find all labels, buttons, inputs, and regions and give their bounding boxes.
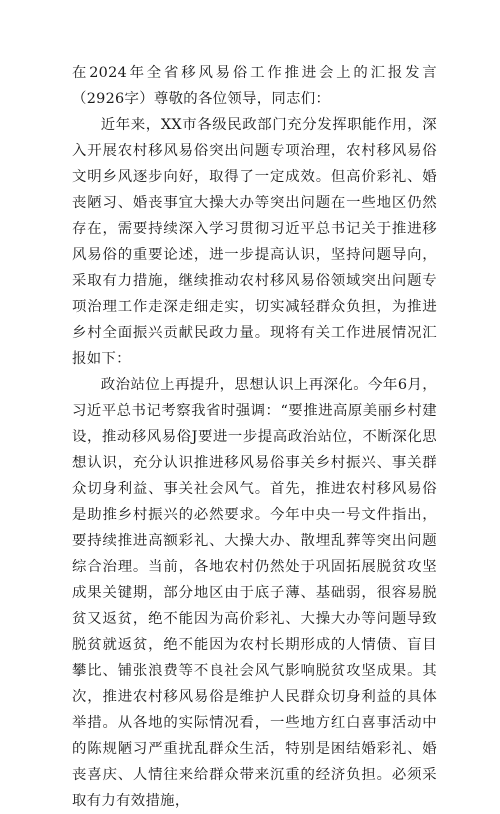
paragraph-2: 政治站位上再提升，思想认识上再深化。今年6月，习近平总书记考察我省时强调：“要推进高原美丽乡村建设，推动移风易俗J要进一步提高政治站位，不断深化思想认识，充分认识推进移风易俗事关乡村振兴、事关群众切身利益、事关社会风气。首先，推进农村移风易俗是助推乡村振兴的必然要求。今年中央一号文件指出，要持续推进高额彩礼、大操大办、散埋乱葬等突出问题综合治理。当前，各地农村仍然处于巩固拓展脱贫攻坚成果关键期，部分地区由于底子薄、基础弱，很容易脱贫又返贫，绝不能因为高价彩礼、大操大办等问题导致脱贫就返贫，绝不能因为农村长期形成的人情债、盲目攀比、铺张浪费等不良社会风气影响脱贫攻坚成果。其次，推进农村移风易俗是维护人民群众切身利益的具体举措。从各地的实际情况看，一些地方红白喜事活动中的陈规陋习严重扰乱群众生活，特别是困结婚彩礼、婚丧喜庆、人情往来给群众带来沉重的经济负担。必须采取有力有效措施，: [72, 377, 437, 809]
paragraph-1: 近年来，XX市各级民政部门充分发挥职能作用，深入开展农村移风易俗突出问题专项治理，农村移风易俗文明乡风逐步向好，取得了一定成效。但高价彩礼、婚丧陋习、婚丧事宜大操大办等突出问题在一些地区仍然存在，需要持续深入学习贯彻习近平总书记关于推进移风易俗的重要论述，进一步提高认识，坚持问题导向，采取有力措施，继续推动农村移风易俗领域突出问题专项治理工作走深走细走实，切实减轻群众负担，为推进乡村全面振兴贡献民政力量。现将有关工作进展情况汇报如下：: [72, 117, 437, 367]
document-body: [72, 60, 437, 814]
document-title-line: 在2024年全省移风易俗工作推进会上的汇报发言（2926字）尊敬的各位领导，同志们：: [72, 65, 437, 107]
